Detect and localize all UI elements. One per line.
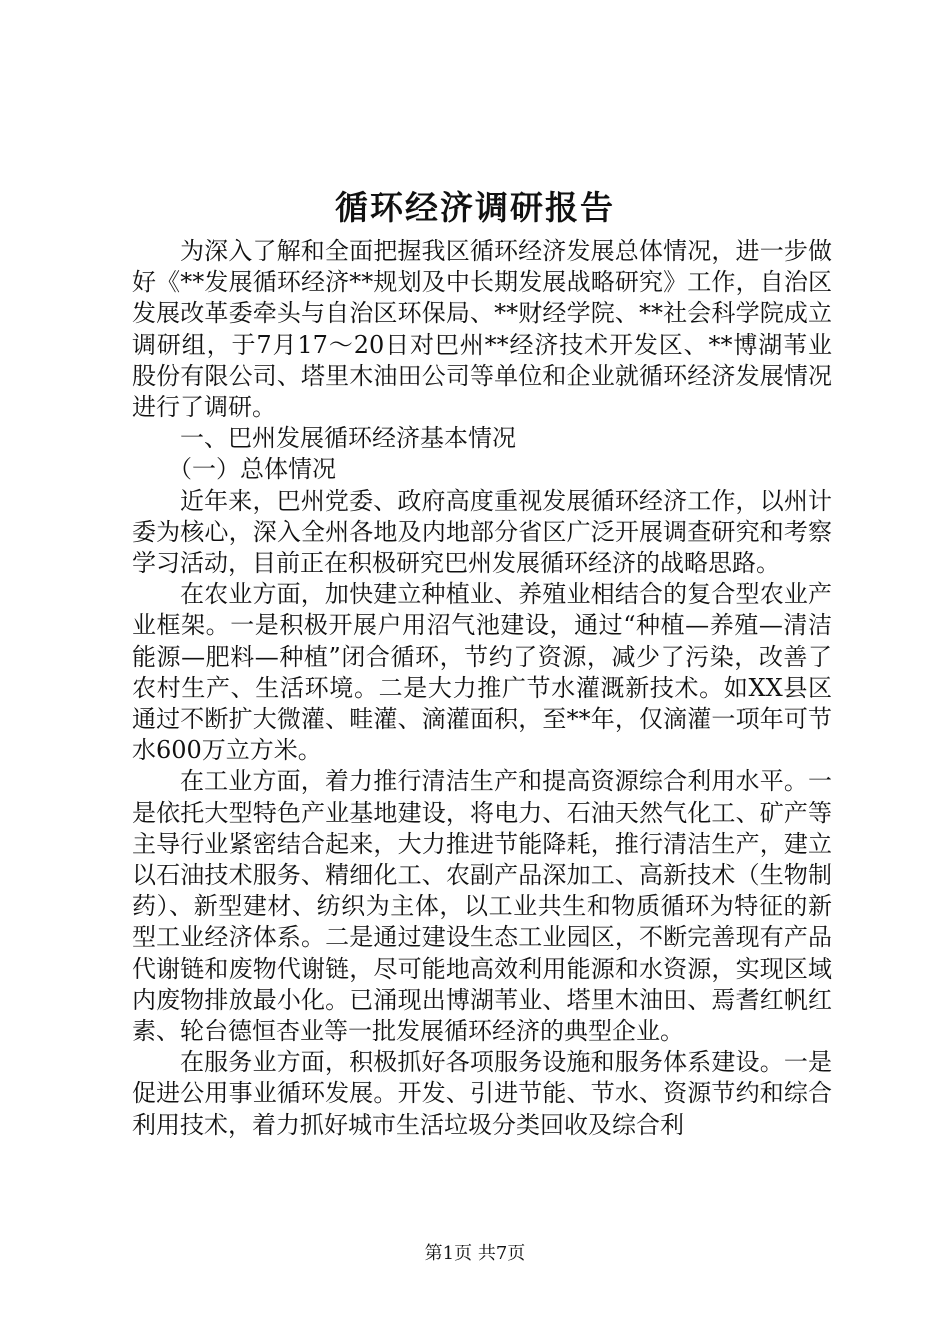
paragraph: 为深入了解和全面把握我区循环经济发展总体情况，进一步做好《**发展循环经济**规划及中长期发展战略研究》工作，自治区发展改革委牵头与自治区环保局、**财经学院、**社会科学院成立调研组，于7月17～20日对巴州**经济技术开发区、**博湖苇业股份有限公司、塔里木油田公司等单位和企业就循环经济发展情况进行了调研。 bbox=[132, 237, 832, 422]
paragraph: 在工业方面，着力推行清洁生产和提高资源综合利用水平。一是依托大型特色产业基地建设，将电力、石油天然气化工、矿产等主导行业紧密结合起来，大力推进节能降耗，推行清洁生产，建立以石油技术服务、精细化工、农副产品深加工、高新技术（生物制药）、新型建材、纺织为主体，以工业共生和物质循环为特征的新型工业经济体系。二是通过建设生态工业园区，不断完善现有产品代谢链和废物代谢链，尽可能地高效利用能源和水资源，实现区域内废物排放最小化。已涌现出博湖苇业、塔里木油田、焉耆红帆红素、轮台德恒杏业等一批发展循环经济的典型企业。 bbox=[132, 767, 832, 1046]
page-footer: 第1页 共7页 bbox=[424, 1243, 526, 1264]
paragraph: 在服务业方面，积极抓好各项服务设施和服务体系建设。一是促进公用事业循环发展。开发、引进节能、节水、资源节约和综合利用技术，着力抓好城市生活垃圾分类回收及综合利 bbox=[132, 1048, 832, 1139]
page-title: 循环经济调研报告 bbox=[335, 188, 615, 227]
section-heading: 一、巴州发展循环经济基本情况 bbox=[180, 424, 516, 453]
document-body bbox=[132, 236, 832, 1141]
subsection-heading: （一）总体情况 bbox=[168, 455, 336, 484]
paragraph: 在农业方面，加快建立种植业、养殖业相结合的复合型农业产业框架。一是积极开展户用沼气池建设，通过“种植—养殖—清洁能源—肥料—种植”闭合循环，节约了资源，减少了污染，改善了农村生产、生活环境。二是大力推广节水灌溉新技术。如XX县区通过不断扩大微灌、畦灌、滴灌面积，至**年，仅滴灌一项年可节水600万立方米。 bbox=[132, 580, 832, 765]
paragraph: 近年来，巴州党委、政府高度重视发展循环经济工作，以州计委为核心，深入全州各地及内地部分省区广泛开展调查研究和考察学习活动，目前正在积极研究巴州发展循环经济的战略思路。 bbox=[132, 486, 832, 578]
